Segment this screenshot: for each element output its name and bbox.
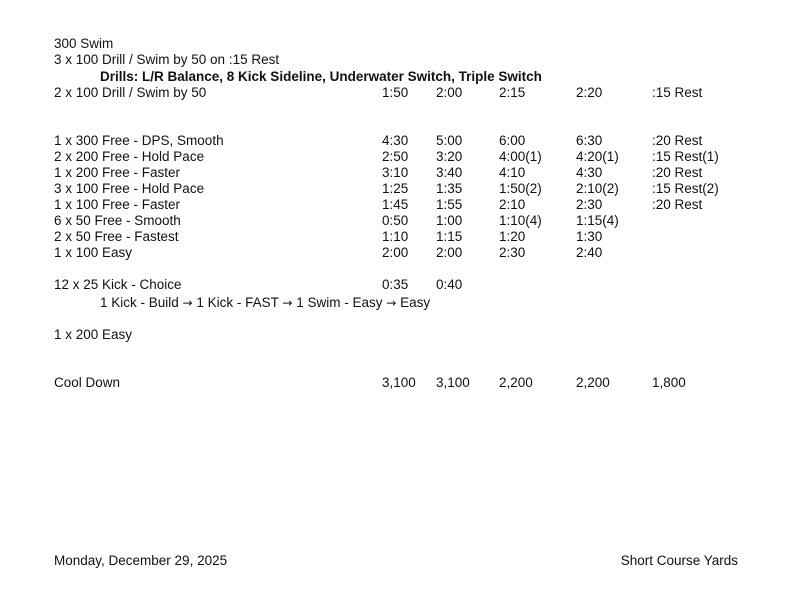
set-description: 1 x 300 Free - DPS, Smooth <box>54 133 224 148</box>
rest: :20 Rest <box>652 197 703 212</box>
interval-4: 2:30 <box>576 197 603 212</box>
set-description: 3 x 100 Free - Hold Pace <box>54 181 205 196</box>
interval-4: 2:10(2) <box>576 181 619 196</box>
drills-note: Drills: L/R Balance, 8 Kick Sideline, Underwater Switch, Triple Switch <box>100 69 542 84</box>
interval-4: 1:15(4) <box>576 213 619 228</box>
interval-1: 1:10 <box>382 229 409 244</box>
interval-2: 1:55 <box>436 197 463 212</box>
set-description: 1 x 100 Easy <box>54 245 133 260</box>
interval-2: 5:00 <box>436 133 463 148</box>
interval-4: 4:20(1) <box>576 149 619 164</box>
rest: :15 Rest <box>652 85 703 100</box>
rest: :15 Rest(2) <box>652 181 719 196</box>
kick-pattern <box>100 295 430 311</box>
interval-4: 1:30 <box>576 229 603 244</box>
interval-4: 2:20 <box>576 85 603 100</box>
interval-1: 3:10 <box>382 165 409 180</box>
kick-step-1: 1 Kick - Build <box>100 295 179 310</box>
interval-3: 1:50(2) <box>499 181 542 196</box>
interval-2: 1:15 <box>436 229 463 244</box>
interval-3: 2:10 <box>499 197 526 212</box>
warmup-drill-set: 3 x 100 Drill / Swim by 50 on :15 Rest <box>54 52 280 67</box>
interval-1: 4:30 <box>382 133 409 148</box>
interval-3: 4:00(1) <box>499 149 542 164</box>
interval-2: 3:40 <box>436 165 463 180</box>
interval-1: 2:50 <box>382 149 409 164</box>
interval-4: 4:30 <box>576 165 603 180</box>
total-5: 1,800 <box>652 375 686 390</box>
total-2: 3,100 <box>436 375 470 390</box>
interval-2: 0:40 <box>436 277 463 292</box>
rest: :15 Rest(1) <box>652 149 719 164</box>
kick-step-3: 1 Swim - Easy <box>296 295 383 310</box>
interval-3: 1:10(4) <box>499 213 542 228</box>
footer-date: Monday, December 29, 2025 <box>54 553 228 568</box>
set-description: 6 x 50 Free - Smooth <box>54 213 181 228</box>
right-arrow-icon: → <box>182 296 193 310</box>
set-description: 2 x 50 Free - Fastest <box>54 229 179 244</box>
total-1: 3,100 <box>382 375 416 390</box>
interval-1: 0:35 <box>382 277 409 292</box>
interval-3: 6:00 <box>499 133 526 148</box>
warmup-swim: 300 Swim <box>54 36 114 51</box>
set-description: 2 x 200 Free - Hold Pace <box>54 149 205 164</box>
rest: :20 Rest <box>652 165 703 180</box>
interval-1: 0:50 <box>382 213 409 228</box>
kick-step-4: Easy <box>400 295 431 310</box>
interval-1: 1:50 <box>382 85 409 100</box>
total-4: 2,200 <box>576 375 610 390</box>
set-description: 1 x 200 Free - Faster <box>54 165 181 180</box>
cooldown-label: Cool Down <box>54 375 121 390</box>
interval-2: 1:35 <box>436 181 463 196</box>
interval-2: 2:00 <box>436 85 463 100</box>
interval-3: 1:20 <box>499 229 526 244</box>
interval-3: 4:10 <box>499 165 526 180</box>
set-description: 1 x 100 Free - Faster <box>54 197 181 212</box>
interval-2: 1:00 <box>436 213 463 228</box>
set-description: 12 x 25 Kick - Choice <box>54 277 182 292</box>
rest: :20 Rest <box>652 133 703 148</box>
interval-4: 2:40 <box>576 245 603 260</box>
right-arrow-icon: → <box>282 296 293 310</box>
interval-3: 2:30 <box>499 245 526 260</box>
right-arrow-icon: → <box>386 296 397 310</box>
interval-1: 1:25 <box>382 181 409 196</box>
footer-course: Short Course Yards <box>620 553 738 568</box>
total-3: 2,200 <box>499 375 533 390</box>
interval-4: 6:30 <box>576 133 603 148</box>
set-description: 2 x 100 Drill / Swim by 50 <box>54 85 207 100</box>
easy-200: 1 x 200 Easy <box>54 327 133 342</box>
interval-2: 3:20 <box>436 149 463 164</box>
interval-1: 2:00 <box>382 245 409 260</box>
kick-step-2: 1 Kick - FAST <box>196 295 279 310</box>
interval-2: 2:00 <box>436 245 463 260</box>
interval-3: 2:15 <box>499 85 526 100</box>
interval-1: 1:45 <box>382 197 409 212</box>
